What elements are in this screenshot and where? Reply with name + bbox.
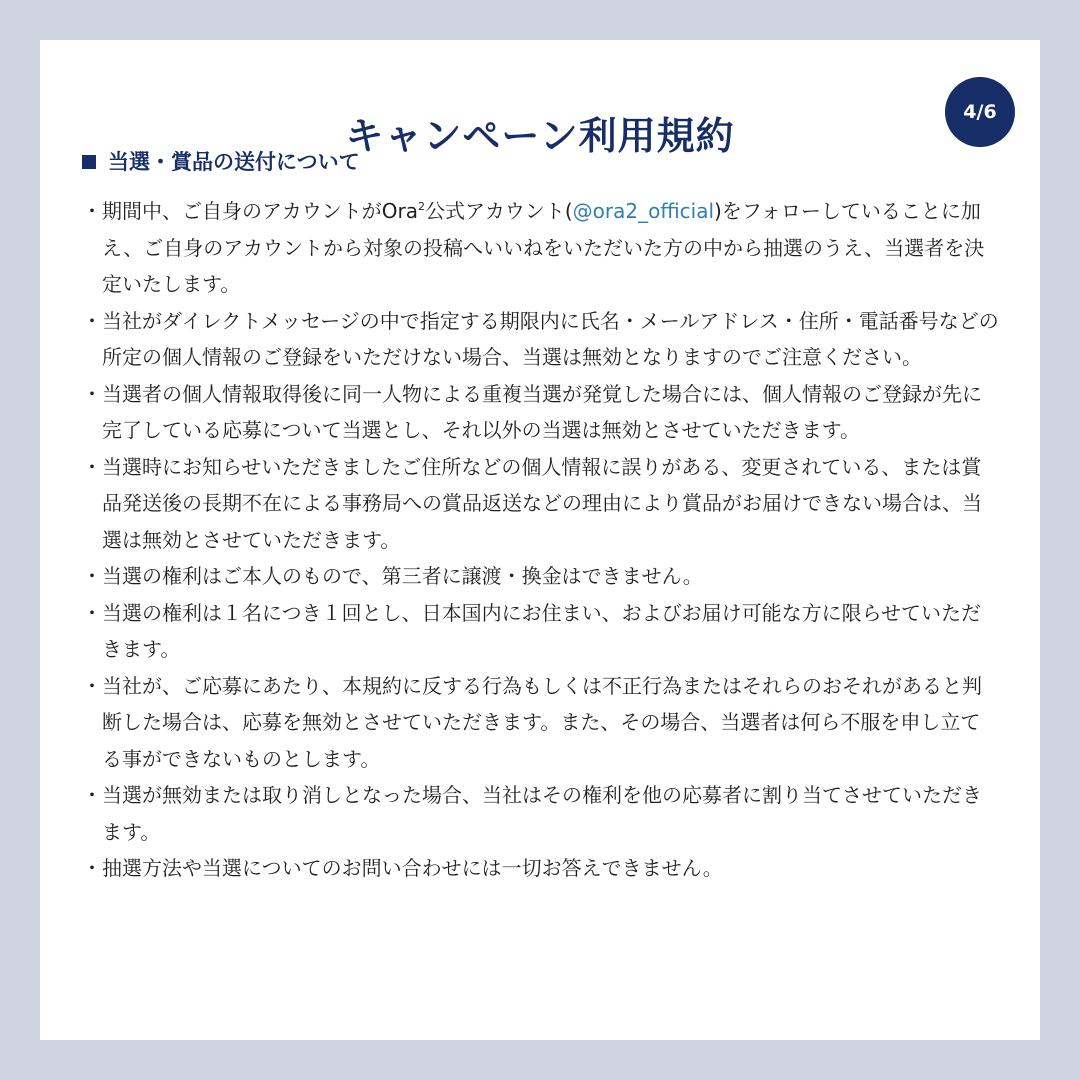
list-item [82,193,1000,303]
bullet-icon: ・ [82,454,102,479]
list-item [82,558,1000,595]
bullet-icon: ・ [82,308,102,333]
list-item-text: 当社が、ご応募にあたり、本規約に反する行為もしくは不正行為またはそれらのおそれがあると判断した場合は、応募を無効とさせていただきます。また、その場合、当選者は何ら不服を申し立てる事ができないものとします。 [102,673,982,771]
terms-list [82,193,1000,887]
list-item [82,376,1000,449]
page-indicator-badge: 4/6 [945,77,1015,147]
item-text-part: 公式アカウント( [425,199,573,223]
superscript: 2 [418,200,426,213]
list-item [82,777,1000,850]
list-item [82,668,1000,778]
bullet-icon: ・ [82,600,102,625]
list-item-text: 当選が無効または取り消しとなった場合、当社はその権利を他の応募者に割り当てさせていただきます。 [102,783,982,844]
square-bullet-icon [82,155,96,169]
list-item-text: 当社がダイレクトメッセージの中で指定する期限内に氏名・メールアドレス・住所・電話番号などの所定の個人情報のご登録をいただけない場合、当選は無効となりますのでご注意ください。 [102,308,999,369]
list-item-text [102,193,1000,303]
section-heading-text: 当選・賞品の送付について [108,150,360,174]
bullet-icon: ・ [82,381,102,406]
item-text-part: )をフォローしていることに加え、ご自身のアカウントから対象の投稿へいいねをいただいた方の中から抽選のうえ、当選者を決定いたします。 [102,199,985,296]
list-item [82,303,1000,376]
terms-card [40,40,1040,1040]
bullet-icon: ・ [82,564,102,588]
bullet-icon: ・ [82,856,102,880]
list-item-text: 当選時にお知らせいただきましたご住所などの個人情報に誤りがある、変更されている、または賞品発送後の長期不在による事務局への賞品返送などの理由により賞品がお届けできない場合は、当選は無効とさせていただきます。 [102,454,982,552]
list-item-text: 当選者の個人情報取得後に同一人物による重複当選が発覚した場合には、個人情報のご登録が先に完了している応募について当選とし、それ以外の当選は無効とさせていただきます。 [102,381,982,442]
list-item-text: 当選の権利はご本人のもので、第三者に譲渡・換金はできません。 [102,564,703,588]
list-item [82,595,1000,668]
page-title: キャンペーン利用規約 [345,114,735,158]
bullet-icon: ・ [82,783,102,807]
item-text-part: 期間中、ご自身のアカウントがOra [102,199,419,223]
list-item [82,449,1000,559]
list-item-text: 抽選方法や当選についてのお問い合わせには一切お答えできません。 [102,856,723,880]
account-handle-link[interactable]: @ora2_official [572,199,715,223]
bullet-icon: ・ [82,673,102,698]
section-heading [82,146,982,178]
list-item-text: 当選の権利は１名につき１回とし、日本国内にお住まい、およびお届け可能な方に限らせていただきます。 [102,600,981,661]
list-item [82,850,1000,887]
bullet-icon: ・ [82,199,102,223]
